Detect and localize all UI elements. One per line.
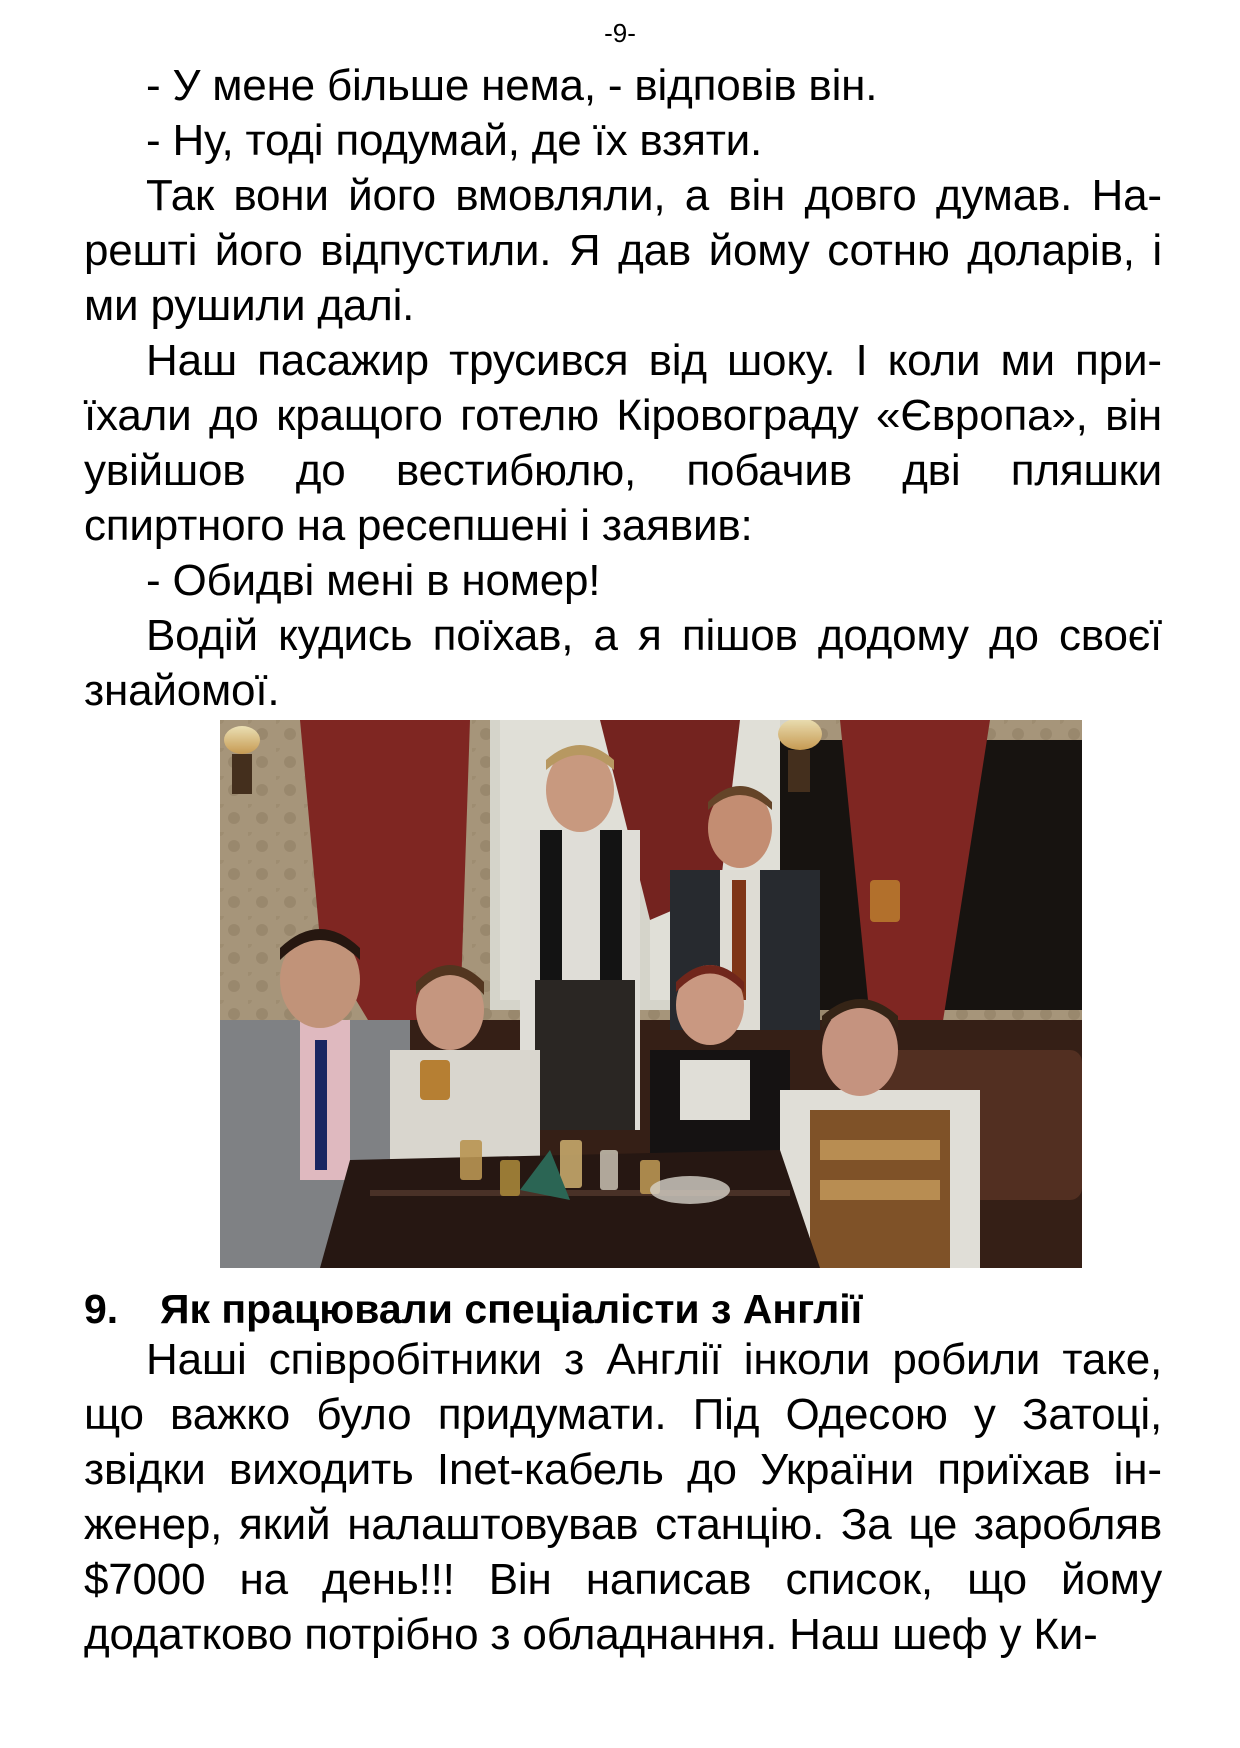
section-number: 9.: [84, 1286, 119, 1332]
paragraph: Так вони його вмовляли, а він довго думав. Нарешті його відпустили. Я дав йому сотню доларів, і ми рушили далі.: [84, 171, 1162, 330]
top-text-block: [84, 58, 1162, 718]
section-title: Як працювали спеціалісти з Англії: [160, 1286, 863, 1332]
page-number: -9-: [604, 18, 636, 48]
section-heading: [84, 1284, 1162, 1334]
paragraph: - Ну, тоді подумай, де їх взяти.: [146, 116, 763, 165]
paragraph: - Обидві мені в номер!: [146, 556, 601, 605]
paragraph: - У мене більше нема, - відповів він.: [146, 61, 878, 110]
paragraph: Наш пасажир трусився від шоку. І коли ми приїхали до кращого готелю Кіровограду «Європа», він увійшов до вестибюлю, побачив дві пляшки спиртного на ресепшені і заявив:: [84, 336, 1162, 550]
paragraph: Водій кудись поїхав, а я пішов додому до своєї знайомої.: [84, 611, 1162, 715]
bottom-text-block: [84, 1332, 1162, 1662]
paragraph: Наші співробітники з Англії інколи робили таке, що важко було придумати. Під Одесою у Затоці, звідки виходить Inet-кабель до України приїхав інженер, який налаштовував станцію. За це заробляв $7000 на день!!! Він написав список, що йому додатково потрібно з обладнання. Наш шеф у Ки-: [84, 1335, 1162, 1659]
group-photo: [220, 720, 1082, 1268]
group-photo-illustration: [220, 720, 1082, 1268]
